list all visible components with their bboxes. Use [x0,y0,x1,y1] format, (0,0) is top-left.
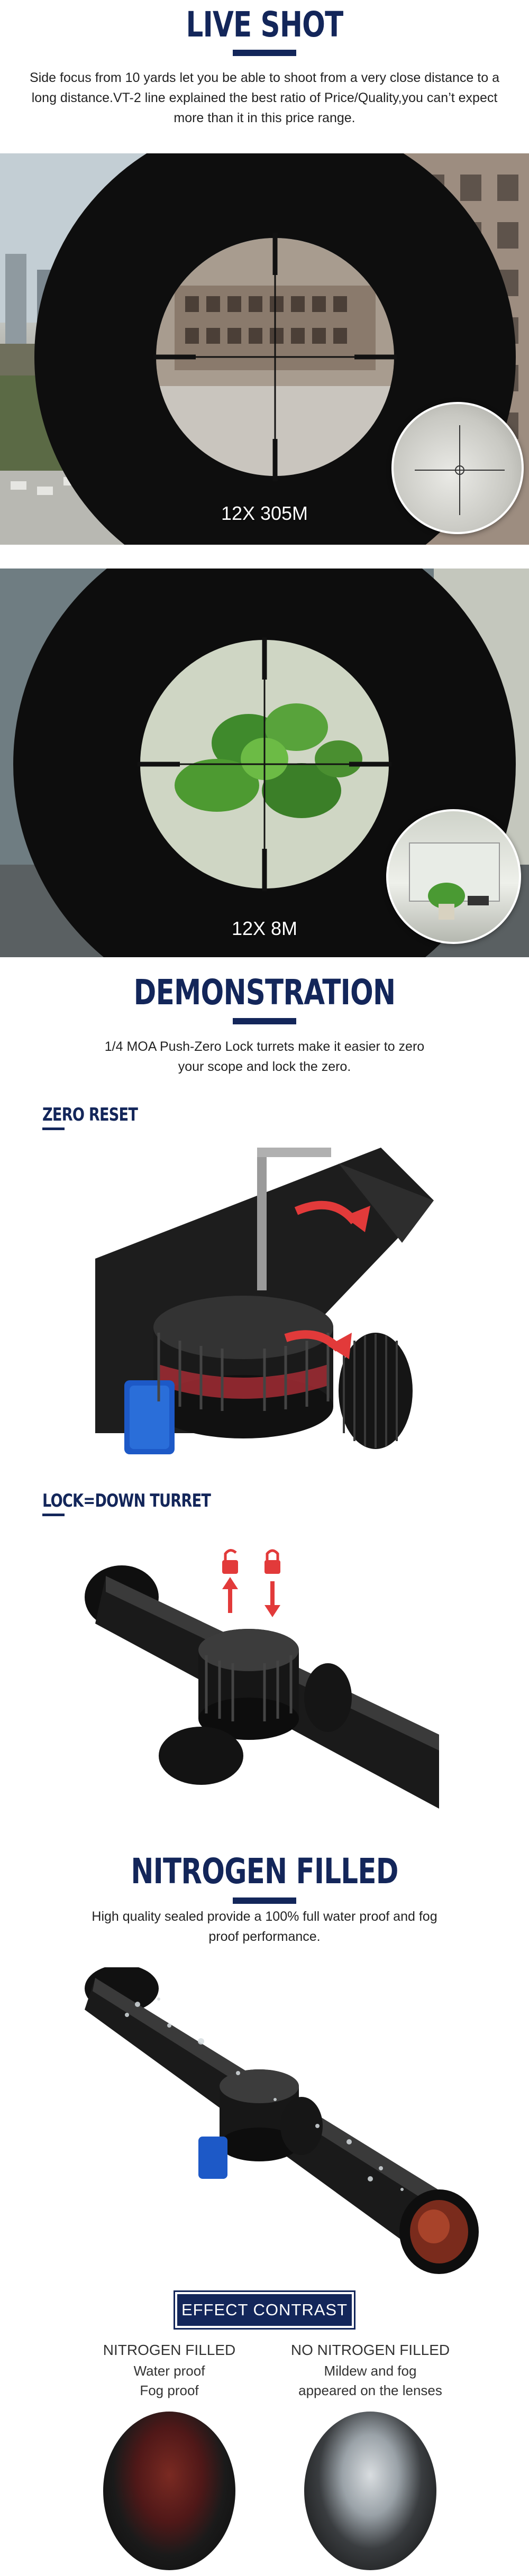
turret-zero-reset-graphic [0,1137,529,1454]
target-icon [394,404,524,534]
right-compare-title: NO NITROGEN FILLED [290,2342,450,2358]
nitrogen-title: NITROGEN FILLED [131,1851,398,1892]
left-compare-line1: Water proof [133,2363,205,2379]
left-compare-title: NITROGEN FILLED [103,2342,236,2358]
title-underline [233,50,296,56]
nitrogen-lens-image [103,2412,235,2570]
shot-caption-far: 12X 305M [221,502,308,524]
zero-reset-illustration [0,1137,529,1454]
nitrogen-scope-illustration [0,1967,529,2274]
fogged-lens-image [304,2412,436,2570]
target-inset-far [391,402,524,534]
right-compare-line2: appeared on the lenses [298,2382,442,2398]
lock-icon [264,1551,280,1574]
lock-turret-label: LOCK=DOWN TURRET [42,1490,211,1511]
left-compare-line2: Fog proof [140,2382,199,2398]
turret-lock-graphic [0,1534,529,1830]
right-compare-line1: Mildew and fog [324,2363,417,2379]
lock-turret-illustration [0,1534,529,1830]
nitrogen-description: High quality sealed provide a 100% full water proof and fog proof performance. [92,1909,437,1944]
live-shot-title: LIVE SHOT [186,4,343,45]
shot-caption-near: 12X 8M [231,918,298,939]
effect-contrast-banner: EFFECT CONTRAST [177,2294,352,2326]
demonstration-title: DEMONSTRATION [133,972,396,1013]
title-underline [233,1018,296,1024]
live-shot-photo-near [0,569,529,957]
label-underline [42,1514,65,1516]
unlock-icon [222,1550,238,1574]
title-underline [233,1897,296,1904]
plant-icon [388,811,521,944]
waterproof-scope-graphic [0,1967,529,2274]
demonstration-description: 1/4 MOA Push-Zero Lock turrets make it easier to zero your scope and lock the zero. [104,1039,425,1074]
label-underline [42,1127,65,1130]
live-shot-photo-far [0,153,529,545]
zero-reset-label: ZERO RESET [42,1104,138,1125]
live-shot-description: Side focus from 10 yards let you be able to shoot from a very close distance to a long distance.VT-2 line explained the best ratio of Price/Quality,you can’t expect more than it in this price range. [30,70,499,125]
plant-inset-near [386,809,521,944]
